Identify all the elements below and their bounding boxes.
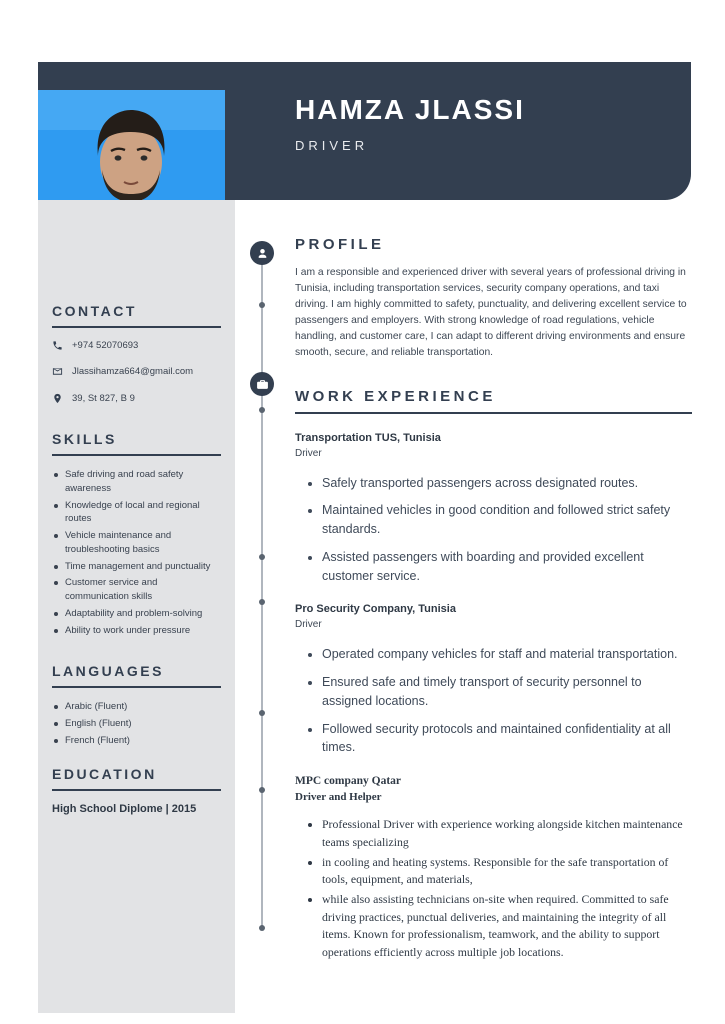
contact-address: 39, St 827, B 9	[72, 393, 135, 404]
contact-email-row	[52, 366, 221, 377]
profile-heading: PROFILE	[295, 236, 385, 253]
profile-section	[295, 236, 692, 361]
languages-heading: LANGUAGES	[52, 663, 221, 688]
profile-node	[250, 241, 274, 265]
skill-item: Customer service and communication skills	[52, 576, 221, 604]
education-heading: EDUCATION	[52, 766, 221, 791]
job-role: Driver	[295, 447, 322, 459]
work-node	[250, 372, 274, 396]
job-company: MPC company Qatar	[295, 775, 402, 788]
language-item: English (Fluent)	[52, 717, 221, 731]
job-bullet: • Ensured safe and timely transport of security personnel to assigned locations.	[322, 673, 692, 711]
contact-email: Jlassihamza664@gmail.com	[72, 366, 194, 377]
job-role: Driver and Helper	[295, 791, 382, 804]
work-experience-section	[295, 388, 692, 962]
phone-icon	[52, 340, 63, 351]
job-bullet: • Followed security protocols and maintained confidentiality at all times.	[322, 720, 692, 758]
timeline-dot	[259, 554, 265, 560]
timeline-dot	[259, 599, 265, 605]
timeline-dot	[259, 925, 265, 931]
contact-heading: CONTACT	[52, 303, 221, 328]
job-entry-1	[295, 432, 692, 586]
location-icon	[52, 392, 63, 405]
email-icon	[52, 366, 63, 377]
timeline-dot	[259, 710, 265, 716]
language-item: Arabic (Fluent)	[52, 700, 221, 714]
work-experience-heading: WORK EXPERIENCE	[295, 387, 496, 405]
job-bullets	[295, 645, 692, 757]
job-bullet: • Operated company vehicles for staff and material transportation.	[322, 645, 692, 664]
language-item: French (Fluent)	[52, 734, 221, 748]
job-role: Driver	[295, 619, 322, 631]
person-icon	[256, 247, 269, 260]
job-bullet: • while also assisting technicians on-site when required. Committed to safe driving practices, punctual deliveries, and maintaining the integrity of all items. Known for professionalism, teamwork, and the ability to support operations efficiently across multiple job locations.	[322, 891, 692, 962]
education-section	[52, 766, 221, 815]
profile-text: I am a responsible and experienced driver with several years of professional driving in Tunisia, including transportation services, security company operations, and taxi driving. I am highly committed to safety, punctuality, and delivering excellent service to passengers and employers. With strong knowledge of road regulations, vehicle handling, and customer care, I can adapt to different driving environments and ensure smooth, secure, and reliable transportation.	[295, 267, 687, 358]
skill-item: Safe driving and road safety awareness	[52, 468, 221, 496]
job-company: Pro Security Company, Tunisia	[295, 603, 456, 616]
skill-item: Time management and punctuality	[52, 560, 221, 574]
skills-list	[52, 468, 221, 637]
skill-item: Adaptability and problem-solving	[52, 607, 221, 621]
briefcase-icon	[256, 378, 269, 391]
job-bullets	[295, 816, 692, 962]
job-bullet: • Assisted passengers with boarding and provided excellent customer service.	[322, 548, 692, 586]
job-bullets	[295, 474, 692, 586]
contact-phone: +974 52070693	[72, 340, 139, 351]
contact-address-row	[52, 392, 221, 405]
main-content	[295, 236, 692, 964]
contact-phone-row	[52, 340, 221, 351]
job-entry-2	[295, 603, 692, 757]
skill-item: Vehicle maintenance and troubleshooting basics	[52, 529, 221, 557]
job-bullet: • Professional Driver with experience working alongside kitchen maintenance teams specializing	[322, 816, 692, 851]
skills-section	[52, 431, 221, 637]
timeline-dot	[259, 787, 265, 793]
job-company: Transportation TUS, Tunisia	[295, 431, 441, 444]
timeline-line	[261, 252, 263, 930]
languages-section	[52, 663, 221, 747]
candidate-job-title: DRIVER	[295, 138, 369, 153]
job-bullet: • Maintained vehicles in good condition and followed strict safety standards.	[322, 501, 692, 539]
contact-section	[52, 303, 221, 405]
skills-heading: SKILLS	[52, 431, 221, 456]
skill-item: Knowledge of local and regional routes	[52, 499, 221, 527]
education-degree: High School Diplome | 2015	[52, 802, 197, 815]
job-bullet: • Safely transported passengers across designated routes.	[322, 474, 692, 493]
job-bullet: • in cooling and heating systems. Responsible for the safe transportation of tools, equipment, and materials,	[322, 854, 692, 889]
job-entry-3	[295, 775, 692, 962]
candidate-name: HAMZA JLASSI	[295, 94, 525, 125]
timeline-dot	[259, 407, 265, 413]
skill-item: Ability to work under pressure	[52, 624, 221, 638]
sidebar	[38, 200, 235, 1013]
timeline-dot	[259, 302, 265, 308]
languages-list	[52, 700, 221, 747]
